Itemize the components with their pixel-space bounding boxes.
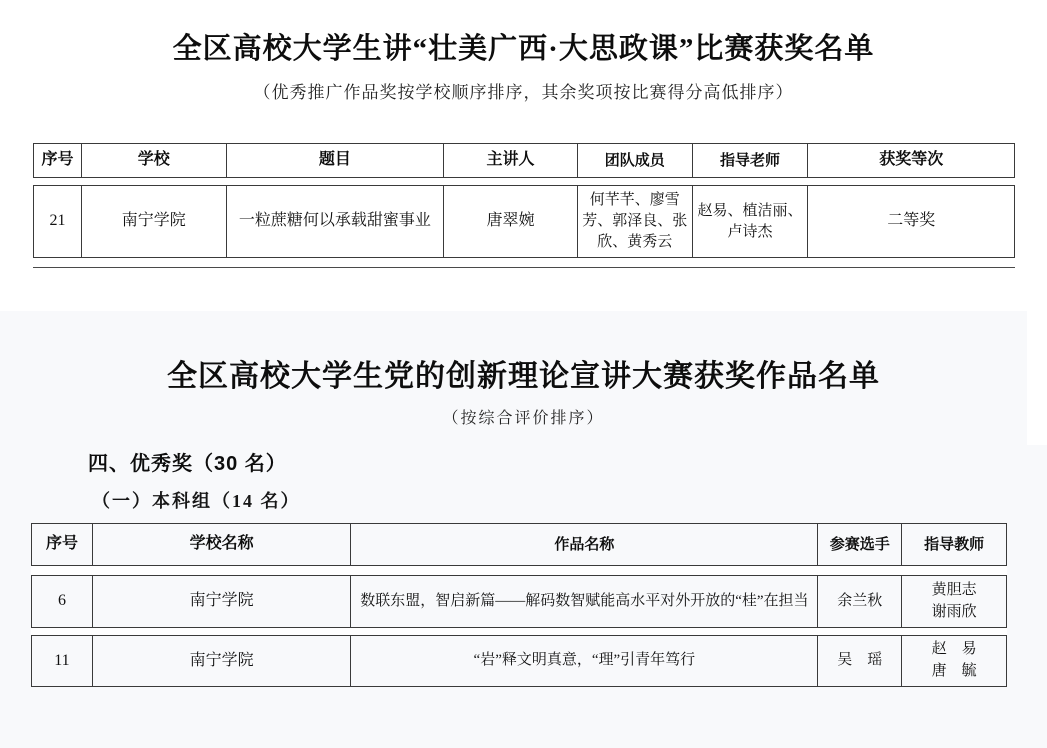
table2-header-advisor: 指导教师 bbox=[901, 524, 1006, 565]
table2-header-work: 作品名称 bbox=[350, 524, 817, 565]
cell-topic: 一粒蔗糖何以承载甜蜜事业 bbox=[226, 186, 444, 257]
cell-speaker: 唐翠婉 bbox=[443, 186, 577, 257]
row-gap bbox=[33, 178, 1015, 185]
table2-header-row bbox=[31, 523, 1007, 566]
cell-contestant: 余兰秋 bbox=[817, 576, 901, 627]
table1-header-award: 获奖等次 bbox=[807, 144, 1014, 177]
row-gap bbox=[31, 566, 1007, 575]
section1-title: 全区高校大学生讲“壮美广西·大思政课”比赛获奖名单 bbox=[172, 33, 875, 65]
table1-header-no: 序号 bbox=[41, 151, 74, 169]
award-table-speech bbox=[33, 143, 1015, 268]
advisor-name: 黄胆志 bbox=[931, 581, 977, 598]
cell-advisors: 赵易、植洁丽、卢诗杰 bbox=[692, 186, 808, 257]
table2-header-contestant: 参赛选手 bbox=[817, 524, 901, 565]
table1-header-speaker: 主讲人 bbox=[443, 144, 577, 177]
cell-school: 南宁学院 bbox=[81, 186, 226, 257]
section2-subtitle: （按综合评价排序） bbox=[442, 410, 605, 427]
table1-row-21 bbox=[33, 185, 1015, 258]
cell-advisors bbox=[901, 576, 1006, 627]
cell-school: 南宁学院 bbox=[92, 576, 350, 627]
cell-no: 6 bbox=[57, 592, 66, 610]
cell-contestant: 吴 瑶 bbox=[817, 636, 901, 686]
table2-header-school: 学校名称 bbox=[92, 524, 350, 565]
cell-work: “岩”释文明真意，“理”引青年笃行 bbox=[350, 636, 817, 686]
table1-header-advisors: 指导老师 bbox=[692, 144, 808, 177]
advisor-name: 赵 易 bbox=[931, 641, 977, 657]
table1-header-row bbox=[33, 143, 1015, 178]
advisor-name: 谢雨欣 bbox=[931, 603, 977, 620]
section2-title: 全区高校大学生党的创新理论宣讲大赛获奖作品名单 bbox=[167, 360, 880, 393]
cell-team: 何芊芊、廖雪芳、郭泽良、张欣、黄秀云 bbox=[577, 186, 692, 257]
cell-school: 南宁学院 bbox=[92, 636, 350, 686]
table1-header-team: 团队成员 bbox=[577, 144, 692, 177]
next-row-cut-line bbox=[33, 258, 1015, 268]
section-theory-contest bbox=[0, 311, 1047, 748]
table1-header-school: 学校 bbox=[81, 144, 226, 177]
cell-work: 数联东盟，智启新篇——解码数智赋能高水平对外开放的“桂”在担当 bbox=[350, 576, 817, 627]
group-subheading: （一）本科组（14 名） bbox=[92, 491, 301, 511]
table1-header-topic: 题目 bbox=[226, 144, 444, 177]
cell-advisors bbox=[901, 636, 1006, 686]
section1-subtitle: （优秀推广作品奖按学校顺序排序，其余奖项按比赛得分高低排序） bbox=[253, 83, 794, 102]
table2-header-no: 序号 bbox=[45, 535, 78, 553]
table2-row-11 bbox=[31, 635, 1007, 687]
award-table-theory bbox=[31, 523, 1007, 687]
row-gap bbox=[31, 628, 1007, 635]
cell-no: 21 bbox=[49, 212, 66, 230]
award-level-heading: 四、优秀奖（30 名） bbox=[88, 453, 287, 475]
cell-no: 11 bbox=[54, 651, 70, 669]
table2-row-6 bbox=[31, 575, 1007, 628]
section-speech-contest bbox=[0, 0, 1047, 311]
cell-award: 二等奖 bbox=[807, 186, 1014, 257]
advisor-name: 唐 毓 bbox=[931, 662, 977, 679]
